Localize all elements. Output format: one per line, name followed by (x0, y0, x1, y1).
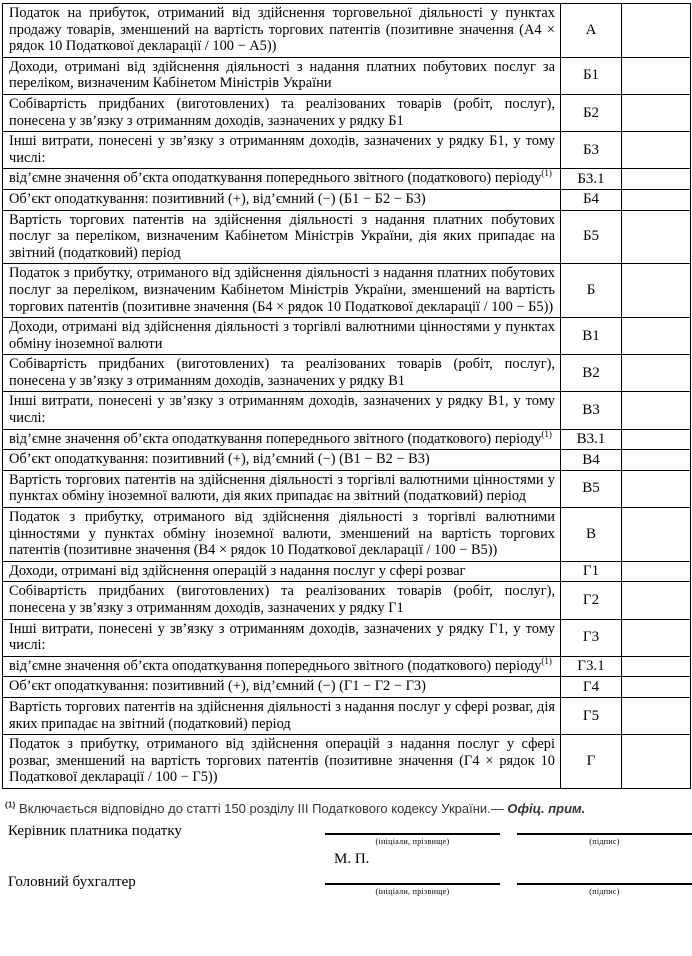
signature-name-caption: (ініціали, прізвище) (375, 886, 450, 896)
row-value-cell (622, 4, 691, 58)
table-row (3, 318, 691, 355)
signature-section (2, 820, 690, 910)
row-description: Собівартість придбаних (виготовлених) та реалізованих товарів (робіт, послуг), понесена у зв’язку з отриманням доходів, зазначених у рядку В1 (3, 355, 561, 392)
row-code: В3.1 (561, 429, 622, 450)
tax-table-body (3, 4, 691, 789)
row-description: Вартість торгових патентів на здійснення діяльності з надання послуг у сфері розваг, дія яких припадає на звітний (податковий) період (3, 697, 561, 734)
table-row (3, 470, 691, 507)
table-row (3, 4, 691, 58)
row-value-cell (622, 210, 691, 264)
row-value-cell (622, 132, 691, 169)
row-code: А (561, 4, 622, 58)
row-code: В4 (561, 450, 622, 471)
table-row (3, 429, 691, 450)
signature-role-accountant: Головний бухгалтер (8, 873, 136, 890)
row-description: Собівартість придбаних (виготовлених) та реалізованих товарів (робіт, послуг), понесена у зв’язку з отриманням доходів, зазначених у рядку Г1 (3, 582, 561, 619)
row-description: Податок з прибутку, отриманого від здійснення операцій з надання послуг у сфері розваг, зменшений на вартість торгових патентів (позитивне значення (Г4 × рядок 10 Податкової декларації / 100 − Г5)) (3, 735, 561, 789)
signature-name-line-accountant (325, 883, 500, 896)
row-description: Вартість торгових патентів на здійснення діяльності з торгівлі валютними цінностями у пунктах обміну іноземної валюти, дія яких припадає на звітний (податковий) період (3, 470, 561, 507)
row-description: Податок з прибутку, отриманого від здійснення діяльності з торгівлі валютними цінностями у пунктах обміну іноземної валюти, зменшений на вартість торгових патентів (позитивне значення (В4 × рядок 10 Податкової декларації / 100 − В5)) (3, 508, 561, 562)
row-description: Об’єкт оподаткування: позитивний (+), від’ємний (−) (Г1 − Г2 − Г3) (3, 677, 561, 698)
row-code: В1 (561, 318, 622, 355)
row-description: Об’єкт оподаткування: позитивний (+), від’ємний (−) (В1 − В2 − В3) (3, 450, 561, 471)
row-code: Г (561, 735, 622, 789)
row-value-cell (622, 169, 691, 190)
row-code: В5 (561, 470, 622, 507)
signature-sign-caption: (підпис) (589, 886, 620, 896)
row-code: Б2 (561, 94, 622, 131)
row-value-cell (622, 656, 691, 677)
signature-name-caption: (ініціали, прізвище) (375, 836, 450, 846)
table-row (3, 677, 691, 698)
row-description: Доходи, отримані від здійснення діяльності з торгівлі валютними цінностями у пунктах обміну іноземної валюти (3, 318, 561, 355)
table-row (3, 619, 691, 656)
row-code: В (561, 508, 622, 562)
row-description: Інші витрати, понесені у зв’язку з отриманням доходів, зазначених у рядку В1, у тому числі: (3, 392, 561, 429)
row-description: Податок з прибутку, отриманого від здійснення діяльності з надання платних побутових послуг за переліком, визначеним Кабінетом Міністрів України, зменшений на вартість торгових патентів (позитивне значення (Б4 × рядок 10 Податкової декларації / 100 − Б5)) (3, 264, 561, 318)
signature-sign-caption: (підпис) (589, 836, 620, 846)
row-code: Г1 (561, 561, 622, 582)
footnote-marker: (1) (541, 655, 552, 666)
row-description: Інші витрати, понесені у зв’язку з отриманням доходів, зазначених у рядку Б1, у тому числі: (3, 132, 561, 169)
tax-table (2, 3, 691, 789)
row-value-cell (622, 189, 691, 210)
row-code: Г3 (561, 619, 622, 656)
row-value-cell (622, 392, 691, 429)
signature-role-head: Керівник платника податку (8, 822, 182, 839)
row-code: Б3.1 (561, 169, 622, 190)
row-code: Г4 (561, 677, 622, 698)
row-description: Доходи, отримані від здійснення операцій з надання послуг у сфері розваг (3, 561, 561, 582)
table-row (3, 392, 691, 429)
row-value-cell (622, 450, 691, 471)
row-code: Б (561, 264, 622, 318)
row-value-cell (622, 57, 691, 94)
table-row (3, 264, 691, 318)
row-description: Вартість торгових патентів на здійснення діяльності з надання платних побутових послуг за переліком, визначеним Кабінетом Міністрів України, дія яких припадає на звітний (податковий) період (3, 210, 561, 264)
table-row (3, 508, 691, 562)
table-row (3, 450, 691, 471)
row-code: Б4 (561, 189, 622, 210)
row-value-cell (622, 697, 691, 734)
row-code: Б3 (561, 132, 622, 169)
row-code: Г5 (561, 697, 622, 734)
table-row (3, 735, 691, 789)
row-value-cell (622, 582, 691, 619)
row-value-cell (622, 94, 691, 131)
table-row (3, 561, 691, 582)
table-row (3, 57, 691, 94)
table-row (3, 582, 691, 619)
footnote-ref-marker: (1) (5, 799, 16, 810)
row-code: Г3.1 (561, 656, 622, 677)
footnote-emphasis: Офіц. прим. (507, 800, 586, 816)
row-value-cell (622, 470, 691, 507)
row-description: від’ємне значення об’єкта оподаткування попереднього звітного (податкового) періоду$^{(1)}$ (3, 169, 561, 190)
signature-sign-line-accountant (517, 883, 692, 896)
row-description: Податок на прибуток, отриманий від здійснення торговельної діяльності у пунктах продажу товарів, зменшений на вартість торгових патентів (позитивне значення (А4 × рядок 10 Податкової декларації / 100 − А5)) (3, 4, 561, 58)
row-description: Собівартість придбаних (виготовлених) та реалізованих товарів (робіт, послуг), понесена у зв’язку з отриманням доходів, зазначених у рядку Б1 (3, 94, 561, 131)
row-description: від’ємне значення об’єкта оподаткування попереднього звітного (податкового) періоду$^{(1)}$ (3, 656, 561, 677)
table-row (3, 355, 691, 392)
row-description: Доходи, отримані від здійснення діяльності з надання платних побутових послуг за переліком, визначеним Кабінетом Міністрів України (3, 57, 561, 94)
row-value-cell (622, 677, 691, 698)
table-row (3, 169, 691, 190)
row-value-cell (622, 429, 691, 450)
row-value-cell (622, 619, 691, 656)
row-code: Б5 (561, 210, 622, 264)
table-row (3, 132, 691, 169)
table-row (3, 697, 691, 734)
row-value-cell (622, 355, 691, 392)
row-code: Б1 (561, 57, 622, 94)
row-code: Г2 (561, 582, 622, 619)
footnote-text: Включається відповідно до статті 150 розділу III Податкового кодексу України.— (15, 800, 508, 816)
row-value-cell (622, 508, 691, 562)
seal-placeholder: М. П. (334, 850, 370, 867)
table-row (3, 94, 691, 131)
row-code: В2 (561, 355, 622, 392)
row-code: В3 (561, 392, 622, 429)
footnote-marker: (1) (541, 168, 552, 179)
row-description: Об’єкт оподаткування: позитивний (+), від’ємний (−) (Б1 − Б2 − Б3) (3, 189, 561, 210)
row-description: від’ємне значення об’єкта оподаткування попереднього звітного (податкового) періоду$^{(1)}$ (3, 429, 561, 450)
row-value-cell (622, 735, 691, 789)
signature-sign-line-head (517, 833, 692, 846)
table-row (3, 656, 691, 677)
signature-name-line-head (325, 833, 500, 846)
footnote-marker: (1) (541, 428, 552, 439)
row-value-cell (622, 318, 691, 355)
row-description: Інші витрати, понесені у зв’язку з отриманням доходів, зазначених у рядку Г1, у тому числі: (3, 619, 561, 656)
table-row (3, 210, 691, 264)
footnote (5, 801, 690, 817)
row-value-cell (622, 264, 691, 318)
table-row (3, 189, 691, 210)
row-value-cell (622, 561, 691, 582)
